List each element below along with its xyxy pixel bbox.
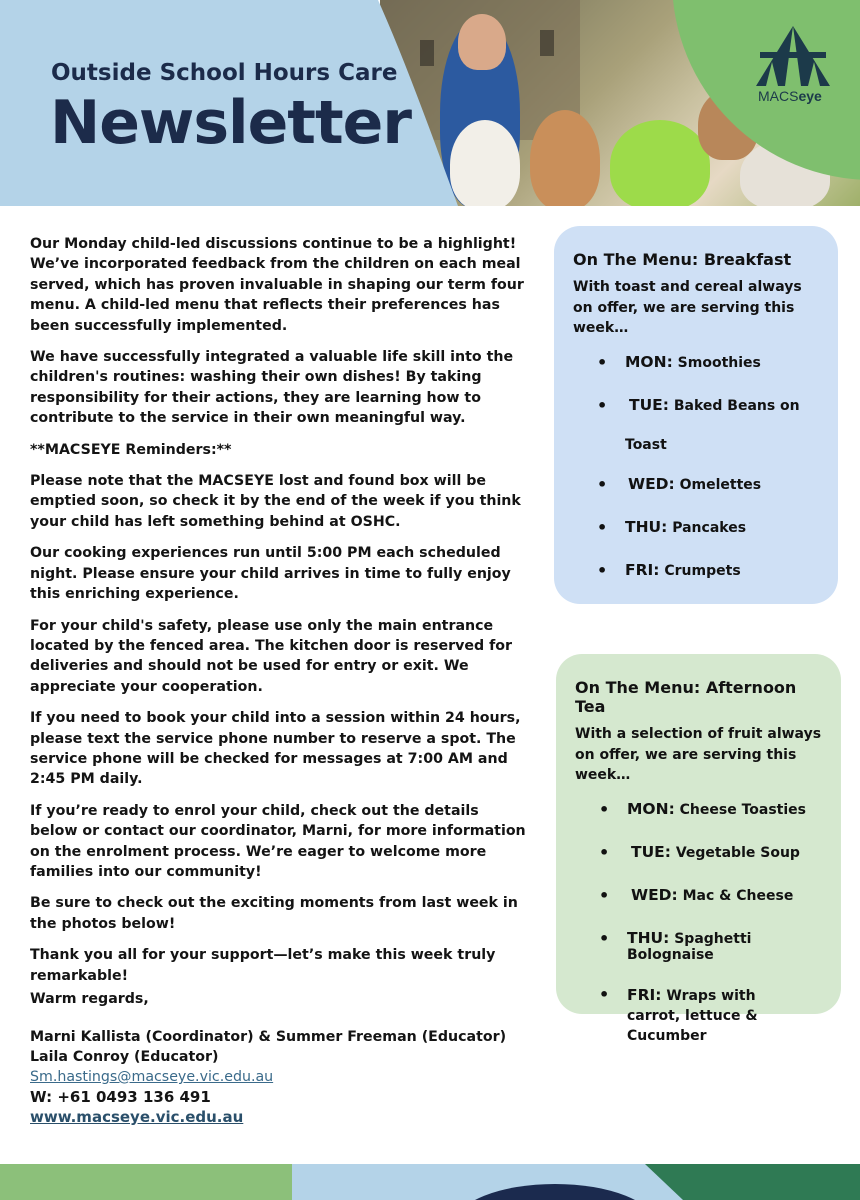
menu-food: Smoothies xyxy=(677,354,761,371)
email-link[interactable]: Sm.hastings@macseye.vic.edu.au xyxy=(30,1069,274,1085)
menu-day: FRI: xyxy=(627,985,662,1004)
afternoon-tea-menu-box xyxy=(556,654,841,1044)
header-subtitle: Outside School Hours Care xyxy=(51,60,398,86)
phone-label: W: xyxy=(30,1088,53,1106)
menu-day: MON: xyxy=(627,799,675,818)
menu-food: Pancakes xyxy=(672,519,747,536)
menu-item xyxy=(573,561,820,579)
photo-window xyxy=(540,30,554,56)
photo-child-vest xyxy=(610,120,710,206)
menu-food: Cheese Toasties xyxy=(679,801,806,818)
breakfast-menu-box xyxy=(554,226,838,604)
signature-names: Laila Conroy (Educator) xyxy=(30,1049,219,1065)
menu-day: TUE: xyxy=(631,842,671,861)
newsletter-body xyxy=(30,234,530,997)
signature-block xyxy=(30,989,530,1128)
menu-item xyxy=(573,353,820,371)
photo-child xyxy=(530,110,600,206)
tea-intro: With a selection of fruit always on offer, we are serving this week… xyxy=(575,726,822,783)
menu-food: Omelettes xyxy=(679,476,762,493)
menu-day: WED: xyxy=(628,474,675,493)
menu-day: FRI: xyxy=(625,560,660,579)
menu-food: Baked Beans on xyxy=(673,397,800,414)
phone-number: +61 0493 136 491 xyxy=(57,1088,211,1106)
body-paragraph: For your child's safety, please use only the main entrance located by the fenced area. The kitchen door is reserved for deliveries and should not be used for entry or exit. We appreciate your cooperation. xyxy=(30,617,512,695)
breakfast-heading: On The Menu: Breakfast xyxy=(573,250,792,269)
menu-item xyxy=(573,518,820,536)
menu-item xyxy=(575,843,823,861)
menu-food: Spaghetti Bolognaise xyxy=(627,930,752,963)
menu-item xyxy=(575,886,823,904)
page-title: Newsletter xyxy=(50,88,411,158)
menu-food: Mac & Cheese xyxy=(682,887,794,904)
body-paragraph: Thank you all for your support—let’s make this week truly remarkable! xyxy=(30,947,496,984)
breakfast-list xyxy=(573,353,820,579)
logo-text-light: MACS xyxy=(758,88,799,104)
logo-text xyxy=(758,88,822,104)
menu-item xyxy=(575,929,823,963)
menu-item xyxy=(575,985,823,1046)
menu-food: Vegetable Soup xyxy=(675,844,800,861)
menu-day: THU: xyxy=(625,517,668,536)
menu-day: THU: xyxy=(627,928,670,947)
menu-item xyxy=(573,396,820,414)
body-paragraph: Our cooking experiences run until 5:00 PM each scheduled night. Please ensure your child arrives in time to fully enjoy this enriching experience. xyxy=(30,545,511,603)
menu-day: MON: xyxy=(625,352,673,371)
photo-window xyxy=(420,40,434,66)
photo-teacher-face xyxy=(458,14,506,70)
signature-names: Marni Kallista (Coordinator) & Summer Freeman (Educator) xyxy=(30,1029,507,1045)
menu-item xyxy=(573,475,820,493)
body-paragraph: **MACSEYE Reminders:** xyxy=(30,441,232,458)
body-paragraph: If you need to book your child into a session within 24 hours, please text the service phone number to reserve a spot. The service phone will be checked for messages at 7:00 AM and 2:45 PM daily. xyxy=(30,710,521,788)
menu-day: WED: xyxy=(631,885,678,904)
body-paragraph: Our Monday child-led discussions continue to be a highlight! We’ve incorporated feedback from the children on each meal served, which has proven invaluable in shaping our term four menu. A child-led menu that reflects their preferences has been successfully implemented. xyxy=(30,236,524,334)
phone-line xyxy=(30,1087,530,1107)
body-paragraph: Be sure to check out the exciting moments from last week in the photos below! xyxy=(30,895,518,932)
body-paragraph: Please note that the MACSEYE lost and found box will be emptied soon, so check it by the end of the week if you think your child has left something behind at OSHC. xyxy=(30,473,521,530)
menu-day: TUE: xyxy=(629,395,669,414)
body-paragraph: We have successfully integrated a valuable life skill into the children's routines: washing their own dishes! By taking responsibility for their actions, they are learning how to contribute to the service in their own meaningful way. xyxy=(30,349,514,427)
tea-list xyxy=(575,800,823,1046)
logo-text-bold: eye xyxy=(798,88,822,104)
body-paragraph: If you’re ready to enrol your child, check out the details below or contact our coordinator, Marni, for more information on the enrolment process. We’re eager to welcome more families into our community! xyxy=(30,802,526,880)
signature-closing: Warm regards, xyxy=(30,991,149,1007)
menu-item xyxy=(575,800,823,818)
menu-food: Crumpets xyxy=(664,562,741,579)
footer-band xyxy=(0,1164,860,1200)
tea-heading: On The Menu: Afternoon Tea xyxy=(575,678,797,716)
menu-item-continued xyxy=(573,437,820,453)
website-link[interactable]: www.macseye.vic.edu.au xyxy=(30,1108,244,1126)
breakfast-intro: With toast and cereal always on offer, we are serving this week… xyxy=(573,279,802,336)
photo-child xyxy=(450,120,520,206)
newsletter-header xyxy=(0,0,860,206)
menu-food: Toast xyxy=(625,436,667,453)
menu-food: Wraps with carrot, lettuce & Cucumber xyxy=(627,987,758,1044)
